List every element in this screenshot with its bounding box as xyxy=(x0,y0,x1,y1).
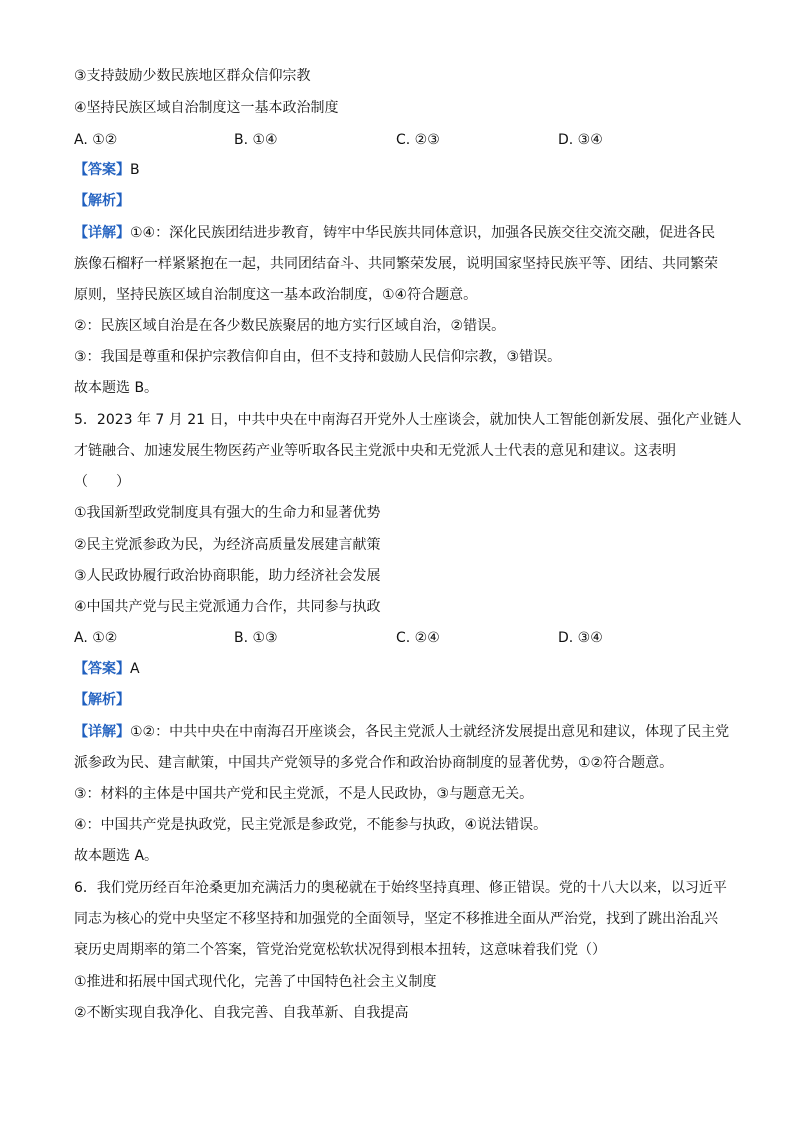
q5-analysis-heading xyxy=(74,690,130,710)
detail-tag: 【详解】 xyxy=(74,225,130,241)
q6-option-2: ②不断实现自我净化、自我完善、自我革新、自我提高 xyxy=(74,1005,409,1021)
q5-choice-d: D. ③④ xyxy=(558,630,603,646)
q5-option-2: ②民主党派参政为民，为经济高质量发展建言献策 xyxy=(74,537,381,553)
q5-conclusion: 故本题选 A。 xyxy=(74,848,159,864)
q5-detail-line-3: ③：材料的主体是中国共产党和民主党派，不是人民政协，③与题意无关。 xyxy=(74,786,534,802)
q4-option-3: ③支持鼓励少数民族地区群众信仰宗教 xyxy=(74,68,311,84)
q5-detail-line-4: ④：中国共产党是执政党，民主党派是参政党，不能参与执政，④说法错误。 xyxy=(74,817,548,833)
q5-detail-line-1 xyxy=(74,722,729,742)
analysis-tag: 【解析】 xyxy=(74,692,130,708)
detail-tag: 【详解】 xyxy=(74,724,130,740)
q4-detail-line-4: ②：民族区域自治是在各少数民族聚居的地方实行区域自治，②错误。 xyxy=(74,318,506,334)
q4-answer xyxy=(74,160,140,180)
q4-detail-line-5: ③：我国是尊重和保护宗教信仰自由，但不支持和鼓励人民信仰宗教，③错误。 xyxy=(74,349,562,365)
answer-tag: 【答案】 xyxy=(74,162,130,178)
q6-stem-line-1: 6．我们党历经百年沧桑更加充满活力的奥秘就在于始终坚持真理、修正错误。党的十八大以来，以习近平 xyxy=(74,880,727,896)
q6-stem-line-2: 同志为核心的党中央坚定不移坚持和加强党的全面领导，坚定不移推进全面从严治党，找到了跳出治乱兴 xyxy=(74,911,718,927)
q4-detail-line-2: 族像石榴籽一样紧紧抱在一起，共同团结奋斗、共同繁荣发展，说明国家坚持民族平等、团结、共同繁荣 xyxy=(74,256,718,272)
answer-value: A xyxy=(130,661,140,677)
detail-text: ①④：深化民族团结进步教育，铸牢中华民族共同体意识，加强各民族交往交流交融，促进各民 xyxy=(130,225,716,241)
q4-analysis-heading xyxy=(74,191,130,211)
q5-detail-line-2: 派参政为民、建言献策，中国共产党领导的多党合作和政治协商制度的显著优势，①②符合题意。 xyxy=(74,755,674,771)
answer-tag: 【答案】 xyxy=(74,661,130,677)
q4-conclusion: 故本题选 B。 xyxy=(74,380,159,396)
q6-stem-line-3: 衰历史周期率的第二个答案，管党治党宽松软状况得到根本扭转，这意味着我们党（） xyxy=(74,942,606,958)
answer-value: B xyxy=(130,162,140,178)
q5-choice-b: B. ①③ xyxy=(234,630,278,646)
q4-choices xyxy=(74,130,714,150)
q5-stem-line-2: 才链融合、加速发展生物医药产业等听取各民主党派中央和无党派人士代表的意见和建议。这表明 xyxy=(74,443,676,459)
q4-choice-a: A. ①② xyxy=(74,132,118,148)
q5-stem-line-3: （ ） xyxy=(74,474,130,490)
q5-stem-line-1: 5．2023 年 7 月 21 日，中共中央在中南海召开党外人士座谈会，就加快人工智能创新发展、强化产业链人 xyxy=(74,412,742,428)
q4-choice-c: C. ②③ xyxy=(396,132,440,148)
q5-choice-a: A. ①② xyxy=(74,630,118,646)
q4-choice-b: B. ①④ xyxy=(234,132,278,148)
q6-option-1: ①推进和拓展中国式现代化，完善了中国特色社会主义制度 xyxy=(74,974,437,990)
q5-choices xyxy=(74,628,714,648)
q5-option-1: ①我国新型政党制度具有强大的生命力和显著优势 xyxy=(74,505,381,521)
q5-option-4: ④中国共产党与民主党派通力合作，共同参与执政 xyxy=(74,599,381,615)
q4-detail-line-1 xyxy=(74,223,715,243)
q4-detail-line-3: 原则，坚持民族区域自治制度这一基本政治制度，①④符合题意。 xyxy=(74,287,478,303)
q4-option-4: ④坚持民族区域自治制度这一基本政治制度 xyxy=(74,100,339,116)
q4-choice-d: D. ③④ xyxy=(558,132,603,148)
detail-text: ①②：中共中央在中南海召开座谈会，各民主党派人士就经济发展提出意见和建议，体现了民主党 xyxy=(130,724,730,740)
q5-answer xyxy=(74,659,140,679)
analysis-tag: 【解析】 xyxy=(74,193,130,209)
q5-choice-c: C. ②④ xyxy=(396,630,440,646)
q5-option-3: ③人民政协履行政治协商职能，助力经济社会发展 xyxy=(74,568,381,584)
